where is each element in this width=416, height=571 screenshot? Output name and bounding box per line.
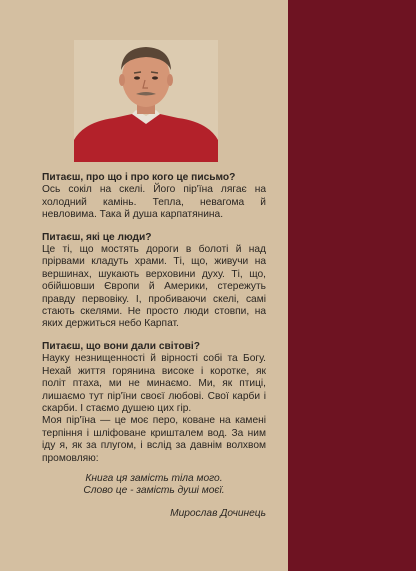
- cover-text: [42, 172, 266, 520]
- poem-quote: [42, 473, 266, 498]
- paragraph-1: Ось сокіл на скелі. Його пір'їна лягає на холодний камінь. Тепла, невагома й невловима. Така й душа карпатянина.: [42, 184, 266, 221]
- poem-line-2: Слово це - замість душі моєї.: [83, 485, 225, 497]
- author-photo-illustration: [74, 40, 218, 162]
- question-1: Питаєш, про що і про кого це письмо?: [42, 172, 236, 183]
- author-signature: Мирослав Дочинець: [170, 507, 266, 519]
- poem-line-1: Книга ця замість тіла мого.: [85, 472, 223, 484]
- paragraph-4: Моя пір'їна — це моє перо, коване на камені терпіння і шліфоване кришталем вод. За ним іду я, як за плугом, і вслід за давнім волхвом промовляю:: [42, 415, 266, 464]
- paragraph-2: Це ті, що мостять дороги в болоті й над прірвами кладуть храми. Ті, що, живучи на вершинах, шукають верховини духу. Ті, що, обійшовши Європи й Америки, стережуть правду первовіку. І, пробиваючи скелі, самі стають скелями. Не просто люди стовпи, на яких держиться небо Карпат.: [42, 244, 266, 330]
- question-3: Питаєш, що вони дали світові?: [42, 340, 200, 352]
- burgundy-spine: [288, 0, 416, 571]
- author-portrait: [74, 40, 218, 162]
- paragraph-3: Науку незнищенності й вірності собі та Богу. Нехай життя горянина високе і коротке, як політ птаха, ми не минаємо. Ми, як птиці, лишаємо тут пір'їни своєї любові. Свої карби і скарби. І стаємо душею цих гір.: [42, 353, 266, 414]
- question-2: Питаєш, які це люди?: [42, 231, 152, 243]
